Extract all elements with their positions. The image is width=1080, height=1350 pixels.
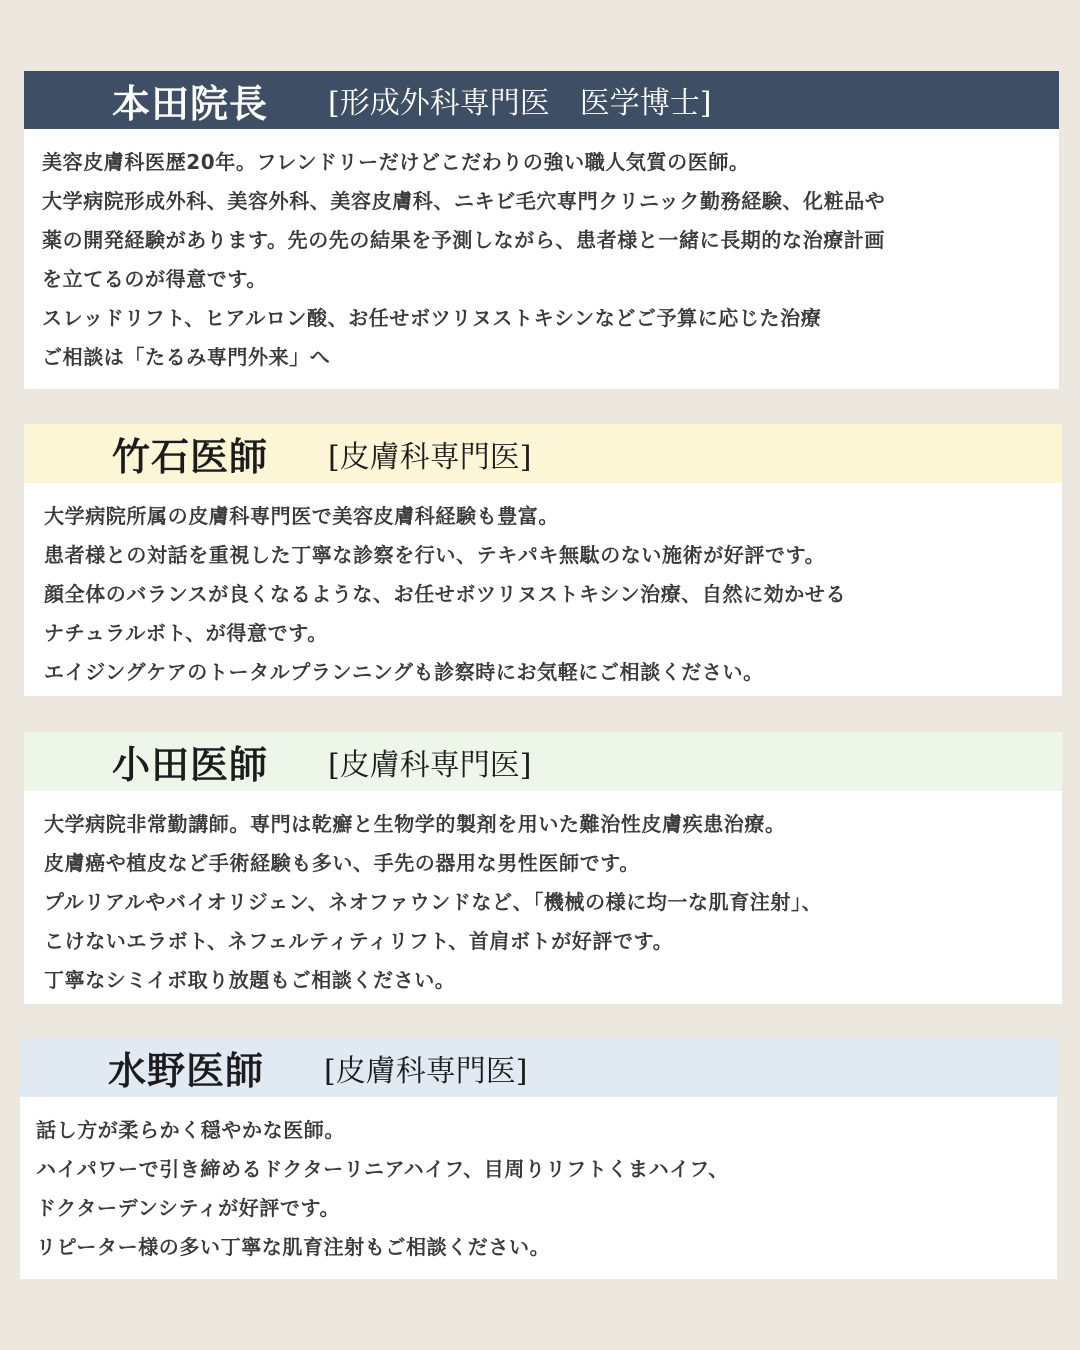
doctor-card-mizuno (20, 1038, 1057, 1279)
doctor-card-header (24, 424, 1062, 483)
doctor-name: 水野医師 (108, 1048, 265, 1093)
description-line: ドクターデンシティが好評です。 (36, 1196, 341, 1220)
description-line: 薬の開発経験があります。先の先の結果を予測しながら、患者様と一緒に長期的な治療計画 (42, 228, 885, 252)
doctor-card-takeishi (24, 424, 1062, 696)
description-line: 丁寧なシミイボ取り放題もご相談ください。 (44, 968, 456, 992)
doctor-title: [皮膚科専門医] (324, 1053, 528, 1089)
doctor-card-header (24, 732, 1062, 791)
description-line: 大学病院形成外科、美容外科、美容皮膚科、ニキビ毛穴専門クリニック勤務経験、化粧品や (42, 189, 886, 213)
description-line: を立てるのが得意です。 (42, 267, 267, 291)
doctor-card-header (20, 1038, 1057, 1097)
description-line: ハイパワーで引き締めるドクターリニアハイフ、目周りリフトくまハイフ、 (36, 1157, 729, 1181)
description-line: プルリアルやバイオリジェン、ネオファウンドなど、「機械の様に均一な肌育注射」、 (44, 890, 823, 914)
description-line: 大学病院所属の皮膚科専門医で美容皮膚科経験も豊富。 (44, 504, 559, 528)
doctor-name: 小田医師 (112, 742, 269, 787)
description-line: スレッドリフト、ヒアルロン酸、お任せボツリヌストキシンなどご予算に応じた治療 (42, 306, 822, 330)
doctor-card-honda (24, 71, 1059, 389)
description-line: 患者様との対話を重視した丁寧な診察を行い、テキパキ無駄のない施術が好評です。 (44, 543, 826, 567)
description-line: 大学病院非常勤講師。専門は乾癬と生物学的製剤を用いた難治性皮膚疾患治療。 (44, 812, 786, 836)
description-line: こけないエラボト、ネフェルティティリフト、首肩ボトが好評です。 (44, 929, 674, 953)
description-line: ご相談は「たるみ専門外来」へ (42, 345, 331, 369)
doctor-name: 本田院長 (112, 80, 269, 126)
description-line: 話し方が柔らかく穏やかな医師。 (36, 1118, 345, 1142)
description-line: 美容皮膚科医歴20年。フレンドリーだけどこだわりの強い職人気質の医師。 (42, 150, 750, 174)
doctor-description (24, 129, 1059, 377)
description-line: 顔全体のバランスが良くなるような、お任せボツリヌストキシン治療、自然に効かせる (44, 582, 847, 606)
doctor-title: [形成外科専門医 医学博士] (328, 86, 712, 121)
doctor-title: [皮膚科専門医] (328, 439, 532, 475)
doctor-description (24, 791, 1062, 1000)
doctor-card-oda (24, 732, 1062, 1004)
doctor-card-header (24, 71, 1059, 129)
description-line: ナチュラルボト、が得意です。 (44, 621, 328, 645)
description-line: リピーター様の多い丁寧な肌育注射もご相談ください。 (36, 1235, 551, 1259)
description-line: 皮膚癌や植皮など手術経験も多い、手先の器用な男性医師です。 (44, 851, 640, 875)
doctor-description (24, 483, 1062, 692)
doctor-title: [皮膚科専門医] (328, 747, 532, 783)
doctor-name: 竹石医師 (112, 434, 269, 479)
description-line: エイジングケアのトータルプランニングも診察時にお気軽にご相談ください。 (44, 660, 764, 684)
doctor-description (20, 1097, 1057, 1267)
